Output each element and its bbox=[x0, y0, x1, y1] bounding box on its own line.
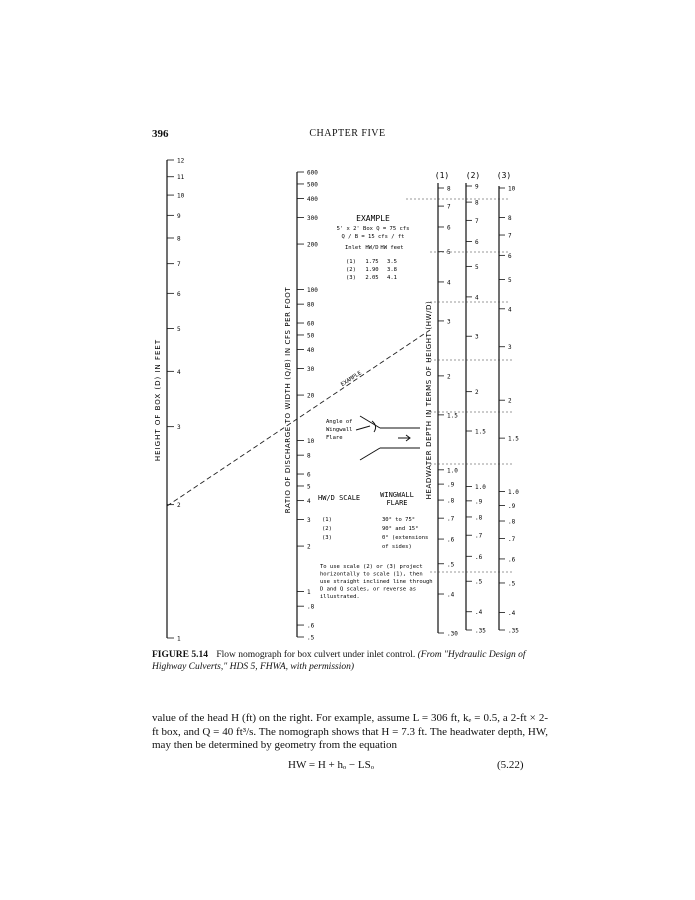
example-cell: 4.1 bbox=[387, 275, 397, 281]
scale-1-header: (1) bbox=[434, 171, 450, 180]
wingwall-label-2: FLARE bbox=[386, 499, 408, 507]
scale3-tick-label: 5 bbox=[508, 276, 512, 284]
right-axis-label: HEADWATER DEPTH IN TERMS OF HEIGHT (HW/D) bbox=[425, 300, 433, 500]
mid-axis-label: RATIO OF DISCHARGE TO WIDTH (Q/B) IN CFS PER FOOT bbox=[284, 286, 292, 514]
instruction-line: D and Q scales, or reverse as bbox=[320, 586, 417, 593]
scale3-tick-label: .8 bbox=[508, 518, 516, 526]
equation-text: HW = H + hₒ − LSₒ bbox=[288, 759, 374, 771]
scale3-tick-label: 10 bbox=[508, 185, 516, 193]
example-line1: 5' x 2' Box Q = 75 cfs bbox=[336, 226, 410, 232]
wingwall-label-1: WINGWALL bbox=[380, 491, 414, 499]
scale1-tick-label: 4 bbox=[447, 279, 451, 287]
scale2-tick-label: .35 bbox=[475, 627, 486, 635]
wingwall-scale-cell: (2) bbox=[322, 526, 332, 532]
wingwall-scale-cell: (3) bbox=[322, 535, 332, 541]
example-col-inlet: Inlet bbox=[345, 245, 362, 251]
scale3-tick-label: .35 bbox=[508, 627, 519, 635]
scale1-tick-label: 7 bbox=[447, 203, 451, 211]
example-cell: 1.90 bbox=[365, 267, 379, 273]
left-tick-label: 4 bbox=[177, 368, 181, 376]
mid-tick-label: 600 bbox=[307, 169, 318, 177]
scale2-tick-label: 8 bbox=[475, 199, 479, 207]
example-cell: 2.05 bbox=[365, 275, 379, 281]
example-line bbox=[167, 330, 430, 506]
legend-block bbox=[318, 491, 433, 600]
left-tick-label: 12 bbox=[177, 157, 185, 165]
scale1-tick-label: .30 bbox=[447, 630, 458, 638]
scale2-tick-label: .6 bbox=[475, 553, 483, 561]
example-cell: 3.8 bbox=[387, 267, 397, 273]
angle-label-2: Wingwall bbox=[326, 427, 353, 433]
scale1-tick-label: .7 bbox=[447, 515, 455, 523]
left-tick-label: 8 bbox=[177, 235, 181, 243]
mid-tick-label: 400 bbox=[307, 196, 318, 204]
left-tick-label: 5 bbox=[177, 325, 181, 333]
left-tick-label: 9 bbox=[177, 212, 181, 220]
mid-tick-label: 3 bbox=[307, 516, 311, 524]
left-axis-label: HEIGHT OF BOX (D) IN FEET bbox=[154, 338, 162, 462]
scale3-tick-label: 2 bbox=[508, 397, 512, 405]
scale3-tick-label: 6 bbox=[508, 252, 512, 260]
example-title: EXAMPLE bbox=[356, 214, 390, 223]
scale1-tick-label: .9 bbox=[447, 481, 455, 489]
projection-lines bbox=[406, 199, 512, 572]
instruction-line: To use scale (2) or (3) project bbox=[320, 564, 423, 570]
body-paragraph: value of the head H (ft) on the right. For example, assume L = 306 ft, kₑ = 0.5, a 2-ft × 2-ft box, and Q = 40 ft³/s. The nomograph shows that H = 7.3 ft. The headwater depth, HW, may then be determined by geometry from the equation bbox=[152, 712, 548, 751]
scale2-tick-label: 6 bbox=[475, 238, 479, 246]
wingwall-angle-cell: 30° to 75° bbox=[382, 517, 416, 523]
mid-tick-label: 20 bbox=[307, 392, 315, 400]
scale1-tick-label: 1.5 bbox=[447, 412, 458, 420]
scale1-tick-label: 3 bbox=[447, 318, 451, 326]
scale-label: HW/D SCALE bbox=[318, 494, 361, 502]
mid-tick-label: .6 bbox=[307, 622, 315, 630]
mid-tick-label: 2 bbox=[307, 543, 311, 551]
left-tick-label: 3 bbox=[177, 424, 181, 432]
scale3-tick-label: 1.0 bbox=[508, 489, 519, 497]
figure-caption bbox=[152, 649, 546, 673]
mid-tick-label: 300 bbox=[307, 214, 318, 222]
example-cell: (2) bbox=[346, 267, 356, 273]
scale1-tick-label: .8 bbox=[447, 497, 455, 505]
equation-number: (5.22) bbox=[497, 759, 524, 771]
scale2-tick-label: 3 bbox=[475, 333, 479, 341]
example-cell: (1) bbox=[346, 259, 356, 265]
scale2-tick-label: 7 bbox=[475, 217, 479, 225]
scale2-tick-label: 4 bbox=[475, 294, 479, 302]
scale-2-header: (2) bbox=[465, 171, 481, 180]
scale2-tick-label: .5 bbox=[475, 578, 483, 586]
scale2-tick-label: 5 bbox=[475, 263, 479, 271]
mid-tick-label: 500 bbox=[307, 181, 318, 189]
wingwall-angle-cell: of sides) bbox=[382, 544, 412, 550]
mid-tick-label: 40 bbox=[307, 347, 315, 355]
caption-source: (From "Hydraulic Design of Highway Culverts," HDS 5, FHWA, with permission) bbox=[152, 650, 526, 672]
scale3-tick-label: .5 bbox=[508, 580, 516, 588]
wingwall-sketch bbox=[326, 416, 420, 460]
caption-text: Flow nomograph for box culvert under inlet control. bbox=[216, 650, 416, 660]
scale3-tick-label: 8 bbox=[508, 214, 512, 222]
scale1-tick-label: 5 bbox=[447, 249, 451, 257]
instruction-line: horizontally to scale (1), then bbox=[320, 571, 423, 578]
mid-tick-label: 5 bbox=[307, 483, 311, 491]
caption-label: FIGURE 5.14 bbox=[152, 650, 208, 660]
scale3-tick-label: 3 bbox=[508, 344, 512, 352]
scale2-tick-label: 1.5 bbox=[475, 428, 486, 436]
angle-label-1: Angle of bbox=[326, 419, 353, 425]
instruction-line: illustrated. bbox=[320, 594, 360, 600]
mid-tick-label: 60 bbox=[307, 320, 315, 328]
left-tick-label: 11 bbox=[177, 174, 185, 182]
example-cell: (3) bbox=[346, 275, 356, 281]
scale1-tick-label: 8 bbox=[447, 185, 451, 193]
scale2-tick-label: .7 bbox=[475, 532, 483, 540]
example-cell: 3.5 bbox=[387, 259, 397, 265]
left-tick-label: 2 bbox=[177, 502, 181, 510]
mid-tick-label: 10 bbox=[307, 438, 315, 446]
wingwall-angle-cell: 0° (extensions bbox=[382, 535, 429, 541]
scale2-tick-label: .4 bbox=[475, 609, 483, 617]
example-cell: 1.75 bbox=[365, 259, 379, 265]
scale1-tick-label: 2 bbox=[447, 373, 451, 381]
scale1-tick-label: .5 bbox=[447, 561, 455, 569]
left-axis bbox=[154, 158, 185, 643]
scale3-tick-label: .4 bbox=[508, 609, 516, 617]
mid-tick-label: 1 bbox=[307, 589, 311, 597]
angle-label-3: Flare bbox=[326, 435, 343, 441]
mid-tick-label: 100 bbox=[307, 287, 318, 295]
scale1-tick-label: .6 bbox=[447, 536, 455, 544]
example-col-hw: HW feet bbox=[380, 245, 404, 251]
mid-tick-label: 8 bbox=[307, 452, 311, 460]
mid-tick-label: .5 bbox=[307, 634, 315, 642]
scale1-tick-label: 1.0 bbox=[447, 467, 458, 475]
left-tick-label: 10 bbox=[177, 192, 185, 200]
scale2-tick-label: 1.0 bbox=[475, 483, 486, 491]
wingwall-scale-cell: (1) bbox=[322, 517, 332, 523]
wingwall-angle-cell: 90° and 15° bbox=[382, 526, 419, 532]
mid-tick-label: 50 bbox=[307, 332, 315, 340]
scale3-tick-label: 7 bbox=[508, 232, 512, 240]
right-scales bbox=[406, 171, 519, 638]
mid-tick-label: 30 bbox=[307, 365, 315, 373]
mid-tick-label: 80 bbox=[307, 301, 315, 309]
left-tick-label: 6 bbox=[177, 290, 181, 298]
example-col-hwd: HW/D bbox=[365, 245, 379, 251]
scale3-tick-label: .7 bbox=[508, 536, 516, 544]
mid-axis bbox=[284, 170, 318, 642]
chapter-title: CHAPTER FIVE bbox=[309, 128, 386, 139]
instruction-line: use straight inclined line through bbox=[320, 579, 433, 585]
mid-tick-label: 6 bbox=[307, 471, 311, 479]
scale2-tick-label: 2 bbox=[475, 389, 479, 397]
scale2-tick-label: .9 bbox=[475, 498, 483, 506]
left-tick-label: 1 bbox=[177, 635, 181, 643]
mid-tick-label: 200 bbox=[307, 241, 318, 249]
scale-3-header: (3) bbox=[496, 171, 512, 180]
page-number: 396 bbox=[152, 128, 169, 140]
scale3-tick-label: 1.5 bbox=[508, 435, 519, 443]
scale3-tick-label: .9 bbox=[508, 502, 516, 510]
left-tick-label: 7 bbox=[177, 261, 181, 269]
scale2-tick-label: .8 bbox=[475, 514, 483, 522]
scale1-tick-label: 6 bbox=[447, 224, 451, 232]
mid-tick-label: 4 bbox=[307, 498, 311, 506]
scale3-tick-label: .6 bbox=[508, 556, 516, 564]
scale2-tick-label: 9 bbox=[475, 183, 479, 191]
example-box bbox=[337, 214, 410, 281]
scale3-tick-label: 4 bbox=[508, 306, 512, 314]
scale1-tick-label: .4 bbox=[447, 591, 455, 599]
example-line-label: EXAMPLE bbox=[340, 370, 363, 388]
example-line2: Q / B = 15 cfs / ft bbox=[341, 234, 405, 240]
mid-tick-label: .8 bbox=[307, 603, 315, 611]
